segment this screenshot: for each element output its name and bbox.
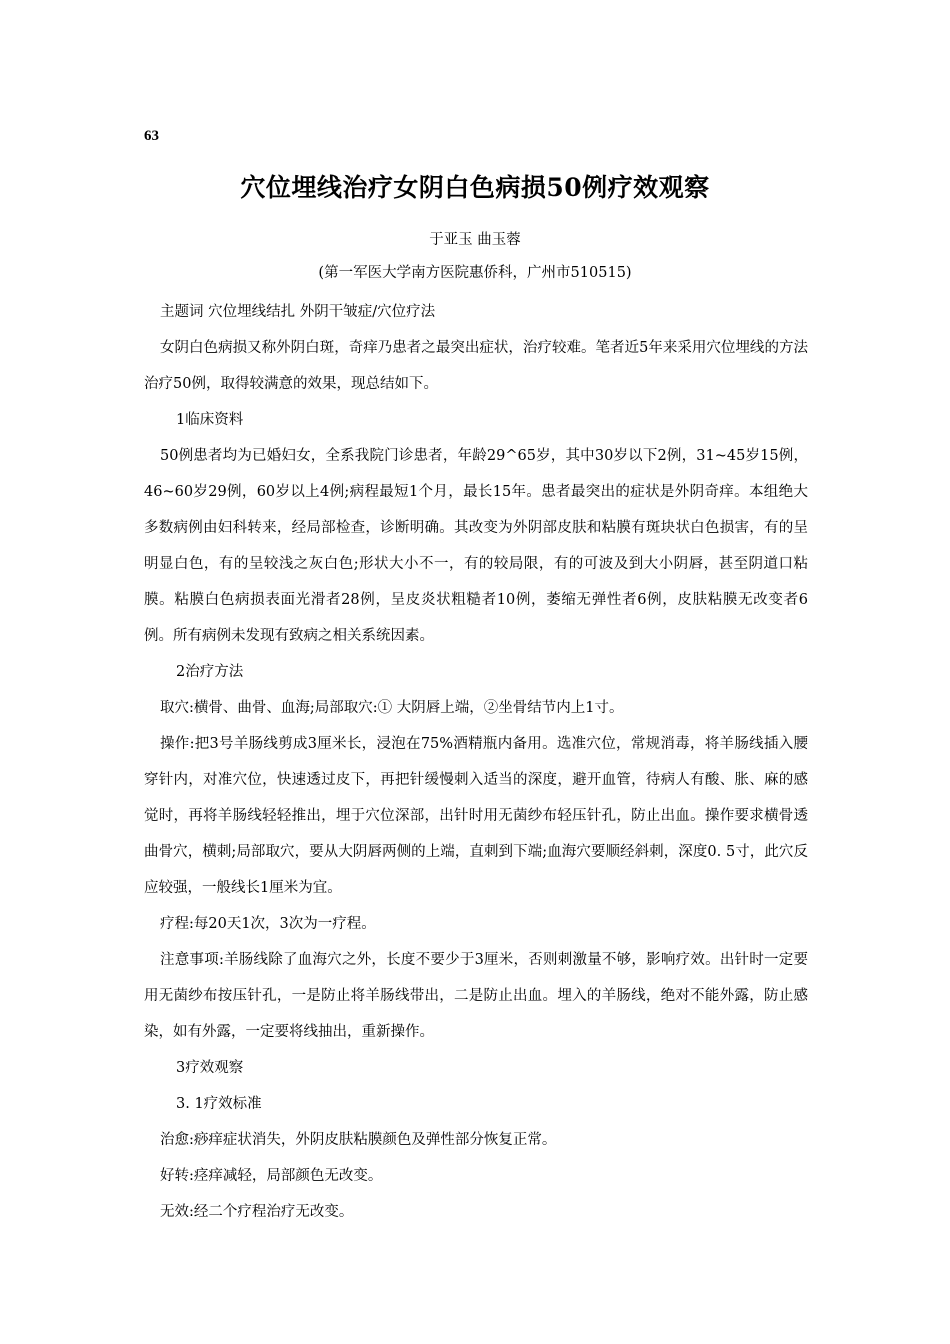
precautions-paragraph: 注意事项:羊肠线除了血海穴之外，长度不要少于3厘米，否则刺激量不够，影响疗效。出针时一定要用无菌纱布按压针孔，一是防止将羊肠线带出，二是防止出血。埋入的羊肠线，绝对不能外露，防止感染，如有外露，一定要将线抽出，重新操作。 bbox=[144, 952, 808, 1040]
keywords: 主题词 穴位埋线结扎 外阴干皱症/穴位疗法 bbox=[160, 304, 436, 320]
article-body bbox=[144, 294, 808, 1230]
operation-paragraph: 操作:把3号羊肠线剪成3厘米长，浸泡在75%酒精瓶内备用。选准穴位，常规消毒，将羊肠线插入腰穿针内，对准穴位，快速透过皮下，再把针缓慢刺入适当的深度，避开血管，待病人有酸、胀、麻的感觉时，再将羊肠线轻轻推出，埋于穴位深部，出针时用无菌纱布轻压针孔，防止出血。操作要求横骨透曲骨穴，横刺;局部取穴，要从大阴唇两侧的上端，直刺到下端;血海穴要顺经斜刺，深度0. 5寸，此穴反应较强，一般线长1厘米为宜。 bbox=[144, 736, 808, 896]
criteria-cured: 治愈:痧痒症状消失，外阴皮肤粘膜颜色及弹性部分恢复正常。 bbox=[160, 1132, 557, 1148]
section-heading-efficacy: 3疗效观察 bbox=[176, 1060, 244, 1076]
criteria-improved: 好转:痉痒减轻，局部颜色无改变。 bbox=[160, 1168, 383, 1184]
criteria-ineffective: 无效:经二个疗程治疗无改变。 bbox=[160, 1204, 354, 1220]
section-heading-clinical-data: 1临床资料 bbox=[176, 412, 244, 428]
authors: 于亚玉 曲玉蓉 bbox=[429, 232, 521, 248]
article-title: 穴位埋线治疗女阴白色病损50例疗效观察 bbox=[240, 173, 710, 202]
section-heading-treatment: 2治疗方法 bbox=[176, 664, 244, 680]
acupoints-paragraph: 取穴:横骨、曲骨、血海;局部取穴:① 大阴唇上端，②坐骨结节内上1寸。 bbox=[160, 700, 624, 716]
page-number: 63 bbox=[144, 128, 159, 144]
section-heading-efficacy-criteria: 3. 1疗效标准 bbox=[176, 1096, 262, 1112]
affiliation: (第一军医大学南方医院惠侨科，广州市510515) bbox=[318, 265, 632, 281]
intro-paragraph: 女阴白色病损又称外阴白斑，奇痒乃患者之最突出症状，治疗较难。笔者近5年来采用穴位埋线的方法治疗50例，取得较满意的效果，现总结如下。 bbox=[144, 340, 808, 392]
clinical-data-paragraph: 50例患者均为已婚妇女，全系我院门诊患者，年龄29^65岁，其中30岁以下2例，31~45岁15例，46~60岁29例，60岁以上4例;病程最短1个月，最长15年。患者最突出的症状是外阴奇痒。本组绝大多数病例由妇科转来，经局部检查，诊断明确。其改变为外阴部皮肤和粘膜有斑块状白色损害，有的呈明显白色，有的呈较浅之灰白色;形状大小不一，有的较局限，有的可波及到大小阴唇，甚至阴道口粘膜。粘膜白色病损表面光滑者28例，呈皮炎状粗糙者10例，萎缩无弹性者6例，皮肤粘膜无改变者6例。所有病例未发现有致病之相关系统因素。 bbox=[144, 448, 808, 644]
course-paragraph: 疗程:每20天1次，3次为一疗程。 bbox=[160, 916, 376, 932]
